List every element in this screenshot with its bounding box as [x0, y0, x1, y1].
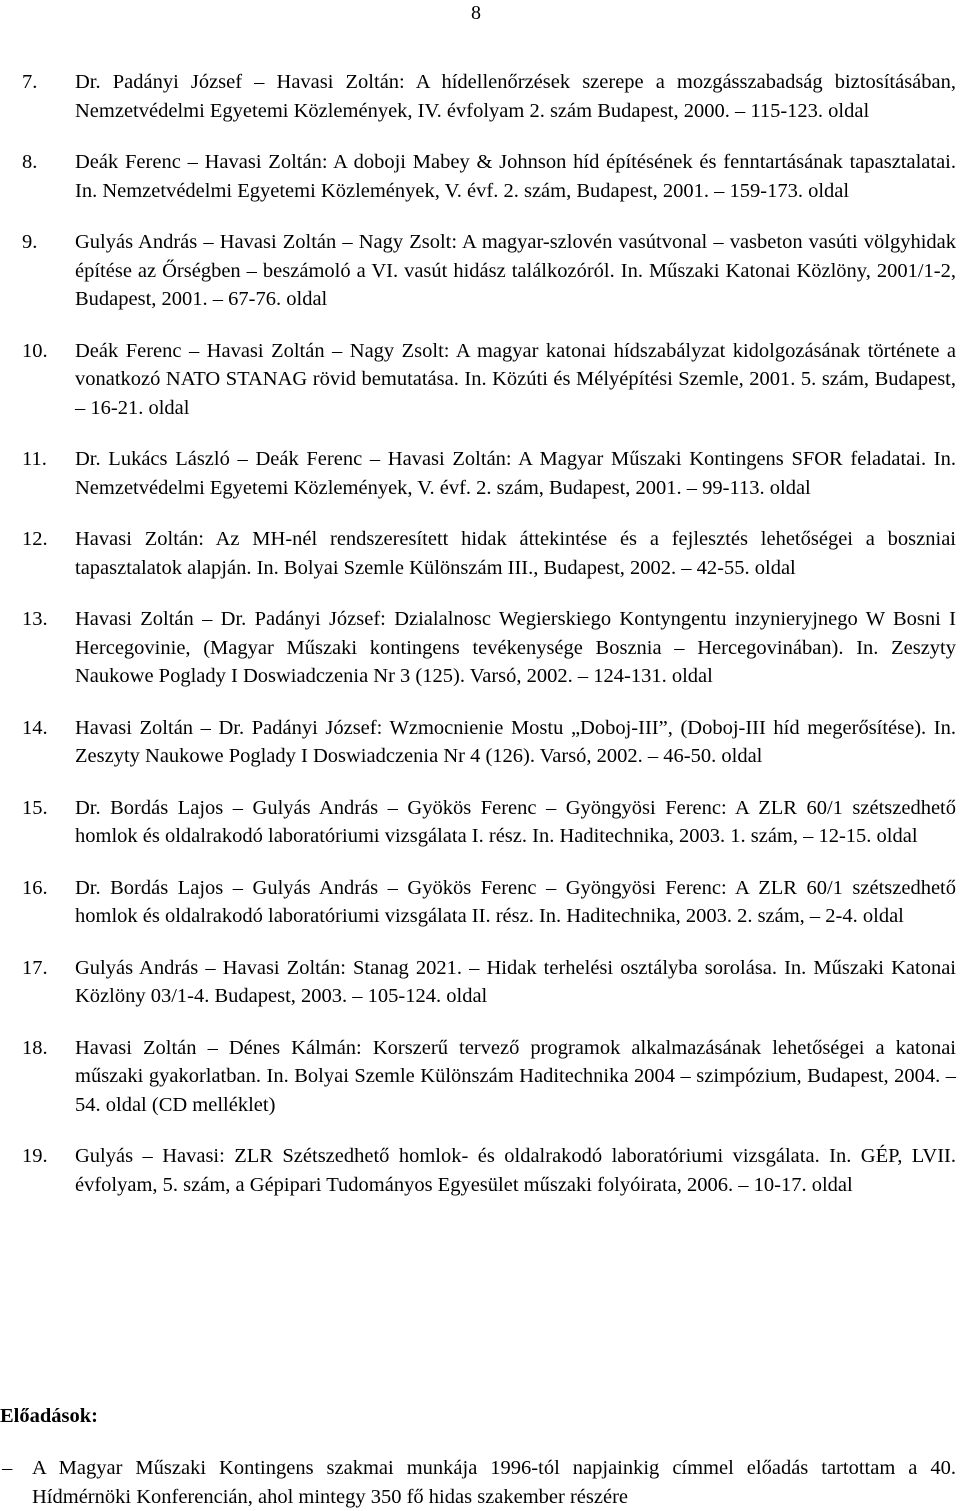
reference-text: Havasi Zoltán – Dénes Kálmán: Korszerű tervező programok alkalmazásának lehetőségei a katonai műszaki gyakorlatban. In. Bolyai Szemle Különszám Haditechnika 2004 – szimpózium, Budapest, 2004. – 54. oldal (CD melléklet): [75, 1036, 956, 1116]
reference-number: 17.: [22, 956, 48, 979]
reference-text: Gulyás András – Havasi Zoltán: Stanag 2021. – Hidak terhelési osztályba sorolása. In. Műszaki Katonai Közlöny 03/1-4. Budapest, 2003. – 105-124. oldal: [75, 956, 956, 1007]
reference-text: Dr. Bordás Lajos – Gulyás András – Gyökös Ferenc – Gyöngyösi Ferenc: A ZLR 60/1 szétszedhető homlok és oldalrakodó laboratóriumi vizsgálata II. rész. In. Haditechnika, 2003. 2. szám, – 2-4. oldal: [75, 876, 956, 927]
lecture-bullet: –: [2, 1457, 13, 1479]
reference-text: Dr. Lukács László – Deák Ferenc – Havasi Zoltán: A Magyar Műszaki Kontingens SFOR feladatai. In. Nemzetvédelmi Egyetemi Közlemények, V. évf. 2. szám, Budapest, 2001. – 99-113. oldal: [75, 448, 956, 499]
reference-number: 19.: [22, 1145, 48, 1167]
page-number: 8: [471, 2, 481, 24]
reference-item: [0, 525, 956, 582]
reference-item: [0, 1034, 956, 1120]
reference-list: [0, 68, 956, 1222]
reference-text: Havasi Zoltán – Dr. Padányi József: Wzmocnienie Mostu „Doboj-III”, (Doboj-III híd megerősítése). In. Zeszyty Naukowe Poglady I Doswiadczenia Nr 4 (126). Varsó, 2002. – 46-50. oldal: [75, 716, 956, 767]
reference-item: [0, 1142, 956, 1199]
reference-number: 13.: [22, 608, 48, 630]
reference-text: Dr. Bordás Lajos – Gulyás András – Gyökös Ferenc – Gyöngyösi Ferenc: A ZLR 60/1 szétszedhető homlok és oldalrakodó laboratóriumi vizsgálata I. rész. In. Haditechnika, 2003. 1. szám, – 12-15. oldal: [75, 796, 956, 847]
reference-text: Havasi Zoltán: Az MH-nél rendszeresített hidak áttekintése és a fejlesztés lehetőségei a boszniai tapasztalatok alapján. In. Bolyai Szemle Különszám III., Budapest, 2002. – 42-55. oldal: [75, 528, 956, 579]
reference-item: [0, 228, 956, 314]
reference-item: [0, 714, 956, 771]
reference-item: [0, 794, 956, 851]
reference-text: Havasi Zoltán – Dr. Padányi József: Dzialalnosc Wegierskiego Kontyngentu inzynieryjnego W Bosni I Hercegovinie, (Magyar Műszaki kontingens tevékenysége Bosznia – Hercegovinában). In. Zeszyty Naukowe Poglady I Doswiadczenia Nr 3 (125). Varsó, 2002. – 124-131. oldal: [75, 608, 956, 687]
reference-item: [0, 954, 956, 1011]
reference-item: [0, 874, 956, 931]
reference-text: Deák Ferenc – Havasi Zoltán: A doboji Mabey & Johnson híd építésének és fenntartásának tapasztalatai. In. Nemzetvédelmi Egyetemi Közlemények, V. évf. 2. szám, Budapest, 2001. – 159-173. oldal: [75, 151, 956, 202]
reference-number: 14.: [22, 716, 48, 739]
reference-item: [0, 605, 956, 691]
reference-text: Deák Ferenc – Havasi Zoltán – Nagy Zsolt: A magyar katonai hídszabályzat kidolgozásának története a vonatkozó NATO STANAG rövid bemutatása. In. Közúti és Mélyépítési Szemle, 2001. 5. szám, Budapest, – 16-21. oldal: [75, 339, 956, 419]
reference-number: 9.: [22, 231, 38, 253]
reference-text: Dr. Padányi József – Havasi Zoltán: A hídellenőrzések szerepe a mozgásszabadság biztosításában, Nemzetvédelmi Egyetemi Közlemények, IV. évfolyam 2. szám Budapest, 2000. – 115-123. oldal: [75, 71, 956, 122]
reference-number: 16.: [22, 876, 48, 899]
reference-number: 7.: [22, 71, 38, 93]
reference-number: 15.: [22, 796, 48, 819]
reference-item: [0, 68, 956, 125]
reference-text: Gulyás András – Havasi Zoltán – Nagy Zsolt: A magyar-szlovén vasútvonal – vasbeton vasúti völgyhidak építése az Őrségben – beszámoló a VI. vasút hidász találkozóról. In. Műszaki Katonai Közlöny, 2001/1-2, Budapest, 2001. – 67-76. oldal: [75, 231, 956, 310]
lecture-text: A Magyar Műszaki Kontingens szakmai munkája 1996-tól napjainkig címmel előadás tartottam a 40. Hídmérnöki Konferencián, ahol mintegy 350 fő hidas szakember részére: [32, 1457, 956, 1508]
reference-number: 8.: [22, 151, 38, 173]
reference-number: 11.: [22, 448, 47, 470]
reference-text: Gulyás – Havasi: ZLR Szétszedhető homlok- és oldalrakodó laboratóriumi vizsgálata. In. GÉP, LVII. évfolyam, 5. szám, a Gépipari Tudományos Egyesület műszaki folyóirata, 2006. – 10-17. oldal: [75, 1145, 956, 1196]
lecture-item: [0, 1454, 956, 1511]
reference-item: [0, 445, 956, 502]
reference-item: [0, 337, 956, 423]
reference-item: [0, 148, 956, 205]
reference-number: 10.: [22, 339, 48, 362]
reference-number: 18.: [22, 1036, 48, 1059]
reference-number: 12.: [22, 528, 48, 550]
lectures-heading: Előadások:: [0, 1405, 98, 1427]
